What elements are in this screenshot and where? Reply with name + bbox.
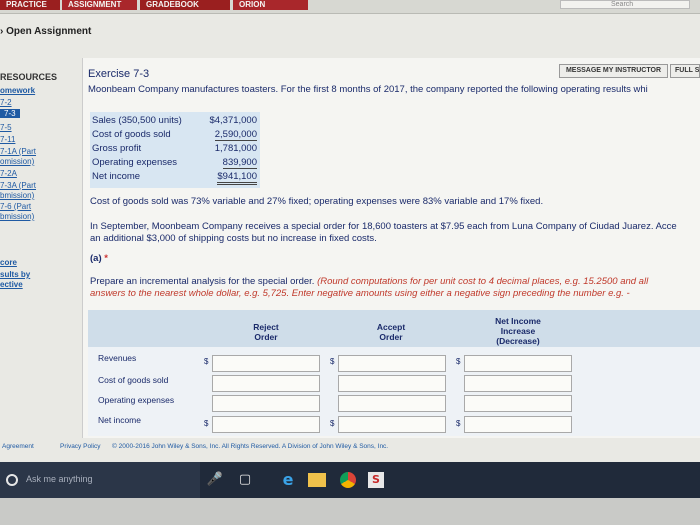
required-star: *	[104, 253, 108, 264]
sidebar-homework[interactable]: omework	[0, 86, 36, 95]
part-a-heading	[90, 253, 108, 264]
open-assignment-link[interactable]	[0, 26, 91, 37]
col-net-income	[478, 316, 558, 346]
dollar-sign: $	[456, 419, 461, 428]
results-value: $4,371,000	[209, 115, 257, 126]
search-box[interactable]: Search	[560, 0, 690, 9]
col-net-line3: (Decrease)	[496, 336, 540, 346]
tab-gradebook[interactable]: GRADEBOOK	[140, 0, 230, 10]
results-value: $941,100	[217, 171, 257, 185]
main-panel	[82, 58, 700, 438]
incremental-analysis-table	[88, 310, 700, 436]
opex-reject-input[interactable]	[212, 395, 320, 412]
sidebar-objective[interactable]: ective	[0, 280, 23, 289]
opex-net-input[interactable]	[464, 395, 572, 412]
edge-icon[interactable]: e	[282, 470, 294, 489]
opex-accept-input[interactable]	[338, 395, 446, 412]
agreement-link[interactable]: Agreement	[2, 443, 34, 450]
chevron-right-icon: ›	[0, 26, 4, 37]
prepare-instructions	[90, 276, 648, 287]
page-footer	[0, 443, 700, 455]
cortana-icon	[6, 474, 18, 486]
cost-behavior-note: Cost of goods sold was 73% variable and 27% fixed; operating expenses were 83% variable and 17% fixed.	[90, 196, 544, 207]
dollar-sign: $	[204, 419, 209, 428]
table-header	[88, 310, 700, 347]
cogs-accept-input[interactable]	[338, 375, 446, 392]
row-label-revenues: Revenues	[98, 353, 137, 363]
col-net-line1: Net Income	[495, 316, 541, 326]
net-income-net-input[interactable]	[464, 416, 572, 433]
file-explorer-icon[interactable]	[308, 473, 326, 487]
tab-assignment[interactable]: ASSIGNMENT	[62, 0, 137, 10]
row-label-cogs: Cost of goods sold	[98, 375, 169, 385]
results-label: Net income	[92, 171, 141, 182]
col-accept-order	[361, 322, 421, 342]
microphone-icon[interactable]: 🎤	[206, 472, 224, 487]
open-assignment-label: Open Assignment	[6, 26, 92, 37]
row-label-net-income: Net income	[98, 415, 141, 425]
results-label: Gross profit	[92, 143, 142, 154]
privacy-policy-link[interactable]: Privacy Policy	[60, 443, 101, 450]
dollar-sign: $	[456, 357, 461, 366]
tab-practice[interactable]: PRACTICE	[0, 0, 60, 10]
revenues-reject-input[interactable]	[212, 355, 320, 372]
results-row	[90, 143, 260, 156]
dollar-sign: $	[330, 419, 335, 428]
results-value: 839,900	[222, 157, 257, 168]
col-reject-line1: Reject	[253, 322, 279, 332]
top-tab-bar	[0, 0, 700, 14]
exercise-title: Exercise 7-3	[88, 68, 150, 80]
task-view-icon[interactable]: ▢	[238, 472, 252, 487]
results-value: 2,590,000	[214, 129, 257, 140]
col-accept-line2: Order	[379, 332, 403, 342]
dollar-sign: $	[330, 357, 335, 366]
revenues-net-input[interactable]	[464, 355, 572, 372]
net-income-reject-input[interactable]	[212, 416, 320, 433]
col-net-line2: Increase	[500, 326, 536, 336]
results-row	[90, 171, 260, 184]
results-row	[90, 129, 260, 142]
sidebar-item-7-6-sub[interactable]: bmission)	[0, 212, 35, 221]
sidebar-item-7-1a-sub[interactable]: omission)	[0, 157, 35, 166]
sidebar	[0, 68, 80, 418]
resources-heading: RESOURCES	[0, 72, 58, 82]
app-s-icon[interactable]: S	[368, 472, 384, 488]
sidebar-score[interactable]: core	[0, 258, 17, 267]
taskbar-search[interactable]	[0, 462, 200, 498]
sidebar-item-7-6[interactable]: 7-6 (Part	[0, 202, 32, 211]
col-reject-line2: Order	[254, 332, 278, 342]
sidebar-item-7-2[interactable]: 7-2	[0, 98, 12, 107]
exercise-intro: Moonbeam Company manufactures toasters. For the first 8 months of 2017, the company reported the following operating results whi	[88, 84, 648, 95]
sidebar-results-by[interactable]: sults by	[0, 270, 31, 279]
prepare-rounding-note: (Round computations for per unit cost to 4 decimal places, e.g. 15.2500 and all	[317, 276, 649, 287]
special-order-text-2: an additional $3,000 of shipping costs but no increase in fixed costs.	[90, 233, 377, 244]
results-row	[90, 115, 260, 128]
tab-orion[interactable]: ORION	[233, 0, 308, 10]
results-label: Sales (350,500 units)	[92, 115, 182, 126]
results-label: Cost of goods sold	[92, 129, 171, 140]
results-label: Operating expenses	[92, 157, 178, 168]
chrome-icon[interactable]	[340, 472, 356, 488]
sidebar-item-7-1a[interactable]: 7-1A (Part	[0, 147, 37, 156]
sidebar-item-7-5[interactable]: 7-5	[0, 123, 12, 132]
sidebar-item-7-11[interactable]: 7-11	[0, 135, 16, 144]
row-label-operating-expenses: Operating expenses	[98, 395, 175, 405]
taskbar-search-placeholder: Ask me anything	[26, 474, 93, 484]
message-instructor-button[interactable]: MESSAGE MY INSTRUCTOR	[559, 64, 668, 78]
taskbar	[0, 462, 700, 498]
col-reject-order	[236, 322, 296, 342]
prepare-text: Prepare an incremental analysis for the special order.	[90, 276, 315, 287]
special-order-text-1: In September, Moonbeam Company receives a special order for 18,600 toasters at $7.95 each from Luna Company of Ciudad Juarez. Acce	[90, 221, 677, 232]
sidebar-item-7-3[interactable]: 7-3	[0, 109, 20, 118]
full-screen-button[interactable]: FULL S	[670, 64, 700, 78]
prepare-rounding-note-2: answers to the nearest whole dollar, e.g. 5,725. Enter negative amounts using either a negative sign preceding the number e.g. -	[90, 288, 630, 299]
monitor-bezel	[0, 498, 700, 525]
sidebar-item-7-3a[interactable]: 7-3A (Part	[0, 181, 37, 190]
copyright-text: © 2000-2016 John Wiley & Sons, Inc. All Rights Reserved. A Division of John Wiley & Sons, Inc.	[112, 443, 389, 450]
col-accept-line1: Accept	[376, 322, 406, 332]
sidebar-item-7-2a[interactable]: 7-2A	[0, 169, 17, 178]
part-a-label: (a)	[90, 253, 102, 264]
sidebar-item-7-3a-sub[interactable]: bmission)	[0, 191, 35, 200]
revenues-accept-input[interactable]	[338, 355, 446, 372]
results-value: 1,781,000	[214, 143, 257, 154]
net-income-accept-input[interactable]	[338, 416, 446, 433]
results-row	[90, 157, 260, 170]
cogs-net-input[interactable]	[464, 375, 572, 392]
cogs-reject-input[interactable]	[212, 375, 320, 392]
operating-results-table	[90, 112, 260, 188]
dollar-sign: $	[204, 357, 209, 366]
